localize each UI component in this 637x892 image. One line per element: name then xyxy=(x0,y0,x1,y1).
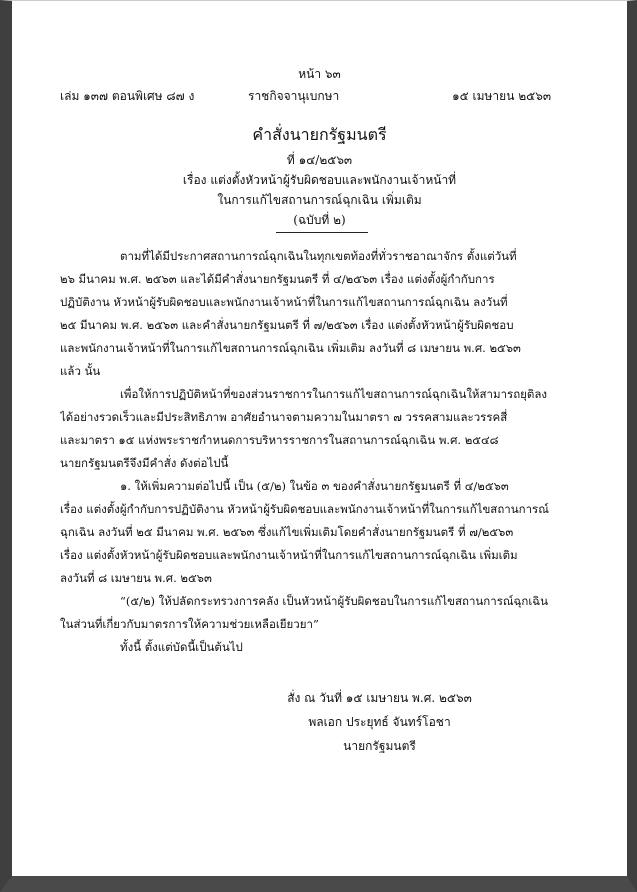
body-line: เพื่อให้การปฏิบัติหน้าที่ของส่วนราชการในการแก้ไขสถานการณ์ฉุกเฉินให้สามารถยุติลง xyxy=(120,387,548,401)
document-title: คำสั่งนายกรัฐมนตรี xyxy=(252,125,387,144)
body-line: ตามที่ได้มีประกาศสถานการณ์ฉุกเฉินในทุกเขตท้องที่ทั่วราชอาณาจักร ตั้งแต่วันที่ xyxy=(120,249,517,263)
body-line: ได้อย่างรวดเร็วและมีประสิทธิภาพ อาศัยอำนาจตามความในมาตรา ๗ วรรคสามและวรรคสี่ xyxy=(60,410,508,424)
body-line: ลงวันที่ ๘ เมษายน พ.ศ. ๒๕๖๓ xyxy=(60,571,212,585)
gazette-date: ๑๕ เมษายน ๒๕๖๓ xyxy=(452,89,552,103)
body-line: และมาตรา ๑๕ แห่งพระราชกำหนดการบริหารราชการในสถานการณ์ฉุกเฉิน พ.ศ. ๒๕๔๘ xyxy=(60,433,499,447)
page-number: หน้า ๖๓ xyxy=(298,67,341,81)
body-line: ๑. ให้เพิ่มความต่อไปนี้ เป็น (๕/๒) ในข้อ ๓ ของคำสั่งนายกรัฐมนตรี ที่ ๔/๒๕๖๓ xyxy=(120,479,509,493)
order-number: ที่ ๑๔/๒๕๖๓ xyxy=(286,153,353,167)
body-line: ทั้งนี้ ตั้งแต่บัดนี้เป็นต้นไป xyxy=(120,640,243,654)
body-line: “(๕/๒) ให้ปลัดกระทรวงการคลัง เป็นหัวหน้าผู้รับผิดชอบในการแก้ไขสถานการณ์ฉุกเฉิน xyxy=(120,594,548,608)
subject-line-1: เรื่อง แต่งตั้งหัวหน้าผู้รับผิดชอบและพนักงานเจ้าหน้าที่ xyxy=(182,173,457,187)
body-line: ในส่วนที่เกี่ยวกับมาตรการให้ความช่วยเหลือเยียวยา” xyxy=(60,617,319,631)
body-line: ฉุกเฉิน ลงวันที่ ๒๕ มีนาคม พ.ศ. ๒๕๖๓ ซึ่งแก้ไขเพิ่มเติมโดยคำสั่งนายกรัฐมนตรี ที่ ๗/๒๕๖๓ xyxy=(60,525,514,539)
body-line: ปฏิบัติงาน หัวหน้าผู้รับผิดชอบและพนักงานเจ้าหน้าที่ในการแก้ไขสถานการณ์ฉุกเฉิน ลงวันที่ xyxy=(60,295,508,309)
gazette-name: ราชกิจจานุเบกษา xyxy=(248,89,340,103)
volume-info: เล่ม ๑๓๗ ตอนพิเศษ ๘๗ ง xyxy=(60,89,195,103)
body-line: แล้ว นั้น xyxy=(60,364,101,378)
signatory-name: พลเอก ประยุทธ์ จันทร์โอชา xyxy=(308,715,451,729)
body-line: ๒๖ มีนาคม พ.ศ. ๒๕๖๓ และได้มีคำสั่งนายกรัฐมนตรี ที่ ๔/๒๕๖๓ เรื่อง แต่งตั้งผู้กำกับการ xyxy=(60,272,495,286)
body-line: นายกรัฐมนตรีจึงมีคำสั่ง ดังต่อไปนี้ xyxy=(60,456,229,470)
subject-line-2: ในการแก้ไขสถานการณ์ฉุกเฉิน เพิ่มเติม xyxy=(217,193,422,207)
body-line: ๒๕ มีนาคม พ.ศ. ๒๕๖๓ และคำสั่งนายกรัฐมนตรี ที่ ๗/๒๕๖๓ เรื่อง แต่งตั้งหัวหน้าผู้รับผิดชอบ xyxy=(60,318,514,332)
document-page xyxy=(12,1,627,876)
body-line: เรื่อง แต่งตั้งหัวหน้าผู้รับผิดชอบและพนักงานเจ้าหน้าที่ในการแก้ไขสถานการณ์ฉุกเฉิน เพิ่มเติม xyxy=(60,548,518,562)
signatory-position: นายกรัฐมนตรี xyxy=(343,739,416,753)
body-line: เรื่อง แต่งตั้งผู้กำกับการปฏิบัติงาน หัวหน้าผู้รับผิดชอบและพนักงานเจ้าหน้าที่ในการแก้ไขสถานการณ์ xyxy=(60,502,549,516)
title-divider xyxy=(276,232,368,233)
signature-date: สั่ง ณ วันที่ ๑๕ เมษายน พ.ศ. ๒๕๖๓ xyxy=(287,691,472,705)
body-line: และพนักงานเจ้าหน้าที่ในการแก้ไขสถานการณ์ฉุกเฉิน เพิ่มเติม ลงวันที่ ๘ เมษายน พ.ศ. ๒๕๖๓ xyxy=(60,341,521,355)
edition-label: (ฉบับที่ ๒) xyxy=(293,213,346,227)
